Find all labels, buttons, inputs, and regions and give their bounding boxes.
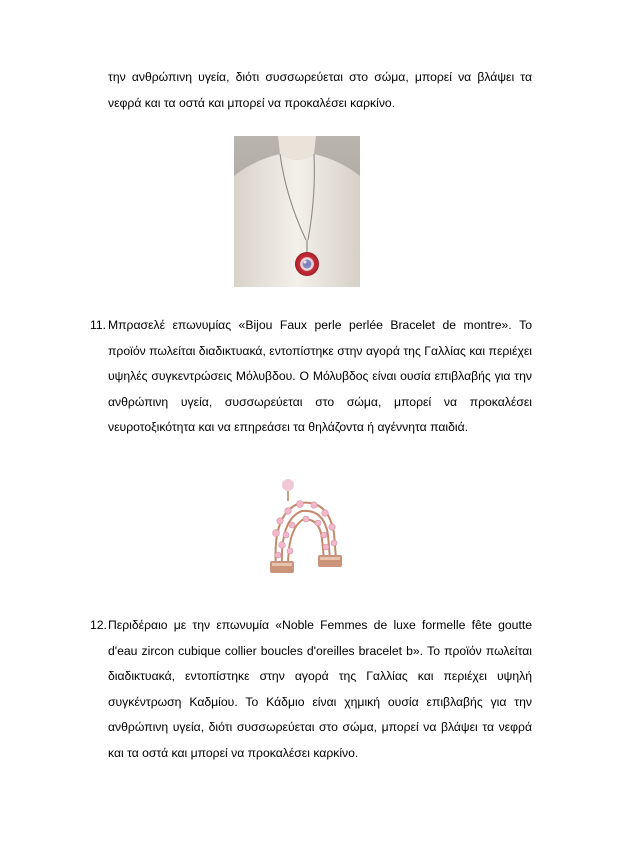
item-12-text: Περιδέραιο με την επωνυμία «Noble Femmes de luxe formelle fête goutte d'eau zircon cubique collier boucles d'oreilles bracelet b». Το προϊόν πωλείται διαδικτυακά, εντοπίστηκε στην αγορά της Γαλλίας και περιέχει υψηλή συγκέντρωση Καδμίου. Το Κάδμιο είναι χημική ουσία επιβλαβής για την ανθρώπινη υγεία, διότι συσσωρεύεται στο σώμα, μπορεί να βλάψει τα νεφρά και τα οστά και μπορεί να προκαλέσει καρκίνο. [108, 618, 532, 760]
item-12-number: 12. [90, 618, 107, 632]
intro-line-1: την ανθρώπινη υγεία, διότι συσσωρεύεται στο σώμα, μπορεί να βλάψει τα [108, 70, 532, 84]
intro-line-2: νεφρά και τα οστά και μπορεί να προκαλέσει καρκίνο. [108, 95, 396, 110]
bracelet-photo [262, 473, 358, 583]
item-12-paragraph [108, 613, 532, 766]
intro-paragraph [108, 65, 532, 116]
item-11-number: 11. [90, 318, 107, 332]
necklace-photo [234, 136, 360, 287]
item-11-paragraph [108, 313, 532, 441]
bracelet-icon [262, 473, 358, 583]
necklace-icon [234, 136, 360, 287]
item-11-text: Μπρασελέ επωνυμίας «Bijou Faux perle perlée Bracelet de montre». Το προϊόν πωλείται διαδικτυακά, εντοπίστηκε στην αγορά της Γαλλίας και περιέχει υψηλές συγκεντρώσεις Μόλυβδου. Ο Μόλυβδος είναι ουσία επιβλαβής για την ανθρώπινη υγεία, συσσωρεύεται στο σώμα, μπορεί να προκαλέσει νευροτοξικότητα και να επηρεάσει τα θηλάζοντα ή αγέννητα παιδιά. [108, 318, 532, 434]
